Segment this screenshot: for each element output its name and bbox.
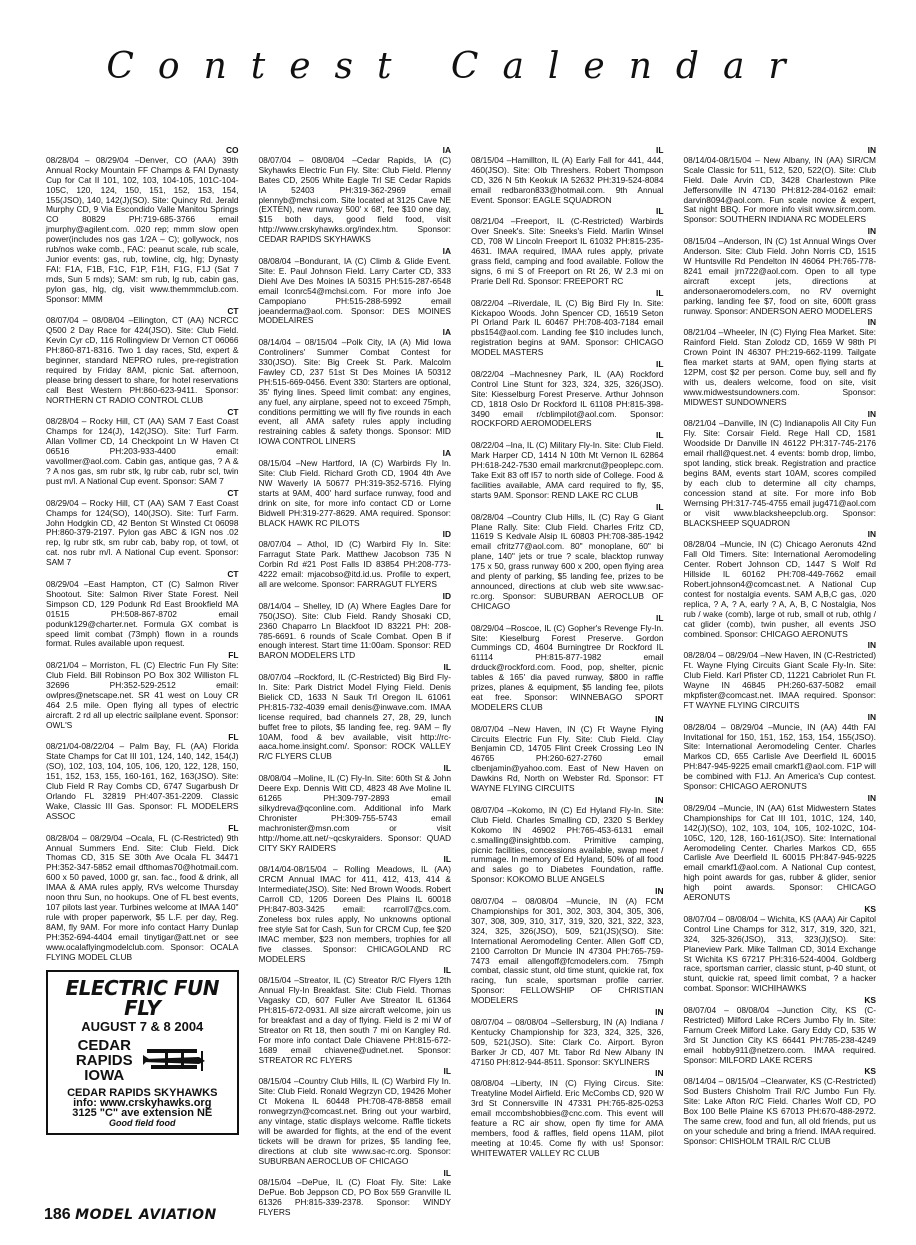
contest-entry: 08/29/04 –Muncie, IN (AA) 61st Midwestern States Championships for Cat III 101, 101C, 124, 140, 142(J)(SO), 102, 103, 104, 105, 102-102C, 104-105C, 120, 128, 160-161(JSO). Site: International Aeromodeling Center. Charles Markos CD, 655 Carlisle Ave Deerfield IL 60015 PH:847-945-9225 email cmarkf1@aol.com. A National Cup contest, high point awards for gas, rubber & glider, senior high point awards. Sponsor: CHICAGO AERONUTS bbox=[683, 802, 876, 903]
state-heading: FL bbox=[228, 822, 239, 833]
contest-entry: 08/21/04-08/22/04 – Palm Bay, FL (AA) Florida State Champs for Cat III 101, 124, 140, 142, 154(J)(SO), 102, 103, 104, 105, 106, 120, 122, 128, 150, 151, 152, 153, 155, 160-161, 162, 163(JSO). Site: Club Field R Ray Combs CD, 6747 Sugarbush Dr Orlando FL 32819 PH:407-351-2209. Classic Wake, Classic III Gas. Sponsor: FL MODELERS ASSOC bbox=[46, 741, 239, 821]
column-1 bbox=[46, 146, 239, 1181]
contest-entry: 08/07/04 – 08/08/04 – Wichita, KS (AAA) Air Capitol Control Line Champs for 312, 317, 319, 320, 321, 324, 325-326(JSO), 313, 323(J)(SO). Site: Planeview Park. Mike Tallman CD, 3014 Exchange St Wichita KS 67217 PH:316-524-4004. Goldberg race, sportsman carrier, classic stunt, p-40 stunt, ot stunt, quickie rat, speed limit combat, ? a hacker combat. Sponsor: WICHIHAWKS bbox=[683, 913, 876, 994]
contest-entry: 08/28/04 – 08/29/04 –Muncie, IN (AA) 44th FAI Invitational for 150, 151, 152, 153, 154, 155(JSO). Site: International Aeromodeling Center. Charles Markos CD, 655 Carlisle Ave Deerfield IL 60015 PH:847-945-9225 email cmarkf1@aol.com. F1P will be combined with F1J. An America's Cup contest. Sponsor: CHICAGO AERONUTS bbox=[683, 721, 876, 792]
state-heading: IN bbox=[867, 317, 876, 328]
state-heading: IL bbox=[443, 854, 451, 865]
state-heading: IN bbox=[867, 793, 876, 803]
contest-entry: 08/07/04 – 08/08/04 –Muncie, IN (A) FCM Championships for 301, 302, 303, 304, 305, 306, 307, 308, 309, 310, 317, 319, 320, 321, 322, 323, 324, 325, 326(JSO), 509, 521(JS)(SO). Site: International Aeromodeling Center. Allen Goff CD, 2100 Carrolton Dr Muncie IN 47304 PH:765-759-7473 email allengoff@fcmodelers.com. 75mph combat, classic stunt, old time stunt, quickie rat, fox racing, fun scale, sportsman profile carrier. Sponsor: FELLOWSHIP OF CHRISTIAN MODELERS bbox=[471, 896, 664, 1006]
state-heading: IN bbox=[655, 795, 664, 805]
contest-entry: 08/07/04 – Athol, ID (C) Warbird Fly In. Site: Farragut State Park. Matthew Jacobson 735 N Corbin Rd #21 Post Falls ID 83854 PH:208-773-4222 email: mjacobso@itd.id.us. Profile to expert, all are welcome. Sponsor: FARRAGUT FLYERS bbox=[258, 539, 451, 589]
contest-entry: 08/15/04 –DePue, IL (C) Float Fly. Site: Lake DePue. Bob Jeppson CD, PO Box 559 Granville IL 61326 PH:815-339-2378. Sponsor: WINDY FLYERS bbox=[258, 1177, 451, 1218]
state-heading: ID bbox=[442, 529, 451, 540]
state-heading: CT bbox=[227, 569, 239, 580]
column-3 bbox=[471, 146, 664, 1181]
state-heading: IL bbox=[656, 612, 664, 623]
state-heading: IN bbox=[655, 886, 664, 897]
contest-entry: 08/28/04 –Country Club Hills, IL (C) Ray G Giant Plane Rally. Site: Club Field. Charles Fritz CD, 11619 S Kedvale Alsip IL 60803 PH:708-385-1942 email cfritz77@aol.com. 80" monoplane, 60" bi plane, 140" jets or true ? scale, blacktop runway 175 x 50, grass runway 600 x 200, open flying area and plenty of parking, $5 landing fee, prizes to be announced, directions at club web site www.sac-rc.org. Sponsor: SUBURBAN AEROCLUB OF CHICAGO bbox=[471, 511, 664, 611]
biplane-icon bbox=[139, 1041, 209, 1081]
contest-entry: 08/28/04 – 08/29/04 –New Haven, IN (C-Restricted) Ft. Wayne Flying Circuits Giant Scale Fly-In. Site: Club Field. Karl Pfister CD, 11221 Cabriolet Run Ft. Wayne IN 46845 PH:260-637-5082 email mkpfister@comcast.net. IMAA required. Sponsor: FT WAYNE FLYING CIRCUITS bbox=[683, 650, 876, 710]
ad-date: AUGUST 7 & 8 2004 bbox=[81, 1019, 204, 1035]
ad-food: Good field food bbox=[109, 1118, 176, 1129]
contest-entry: 08/28/04 –Muncie, IN (C) Chicago Aeronuts 42nd Fall Old Timers. Site: International Aeromodeling Center. Robert Johnson CD, 1447 S Wolf Rd Hillside IL 60162 PH:708-449-7662 email Robert.johnson4@comcast.net. A National Cup contest for nostalgia events. SAM A,B,C gas, .020 replica, ? A, ? A, early ? A, A, B, C Nostalgia, Nos rub / wake (comb), large ot rub, small ot rub, othlg / cat glider (comb), twin pusher, all events JSO combined. Sponsor: CHICAGO AERONUTS bbox=[683, 539, 876, 639]
state-heading: IN bbox=[867, 408, 876, 419]
contest-entry: 08/07/04 – 08/08/04 –Sellersburg, IN (A) Indiana / Kentucky Championship for 323, 324, 325, 326, 509, 521(JSO). Site: Clark Co. Airport. Byron Barker Jr CD, 407 Mt. Tabor Rd New Albany IN 47150 PH:812-944-8511. Sponsor: SKYLINERS bbox=[471, 1016, 664, 1067]
state-heading: CT bbox=[227, 487, 239, 498]
contest-entry: 08/07/04 – 08/08/04 –Cedar Rapids, IA (C) Skyhawks Electric Fun Fly. Site: Club Field. Plenny Bates CD, 2505 White Eagle Trl SE Cedar Rapids IA 52403 PH:319-362-2969 email plennyb@mchsi.com. Site located at 3125 Cave NE (EXTEN), new runway 500' x 68', fee $10 one day, $15 both days, good field food, visit http://www.crskyhawks.org/index.htm. Sponsor: CEDAR RAPIDS SKYHAWKS bbox=[258, 154, 451, 245]
contest-entry: 08/14/04 – 08/15/04 –Clearwater, KS (C-Restricted) Sod Busters Chisholm Trail R/C Jumbo Fun Fly. Site: Lake Afton R/C Field. Charles Wolf CD, PO Box 100 Belle Plaine KS 67013 PH:670-488-2972. The same crew, food and fun, all old friends, put us on your schedule and bring a friend. IMAA required. Sponsor: CHISHOLM TRAIL R/C CLUB bbox=[683, 1076, 876, 1146]
state-heading: IL bbox=[443, 1167, 451, 1178]
contest-entry: 08/14/04-08/15/04 – New Albany, IN (AA) SIR/CM Scale Classic for 511, 512, 520, 522(O). Site: Club Field. Dale Arvin CD, 3428 Charlestown Pike Jeffersonville IN 47130 PH:812-284-0162 email: darvin8094@aol.com. Fun scale novice & expert, Sat night BBQ. For more info visit www.sircm.com. Sponsor: SOUTHERN INDIANA RC MODELERS bbox=[683, 154, 876, 225]
state-heading: IL bbox=[656, 206, 664, 217]
state-heading: KS bbox=[864, 903, 876, 914]
contest-entry: 08/21/04 – Morriston, FL (C) Electric Fun Fly Site: Club Field. Bill Robinson PO Box 302 Williston FL 32696 PH:352-529-2512 email: owlpres@netscape.net. SR 41 west on Louy CR 464 2.5 mile. Open flying all types of electric aircraft. 2 rd all up electric sailplane event. Sponsor: OWL'S bbox=[46, 660, 239, 730]
state-heading: IN bbox=[867, 640, 876, 651]
contest-entry: 08/21/04 –Wheeler, IN (C) Flying Flea Market. Site: Rainford Field. Stan Zolodz CD, 1659 W 98th Pl Crown Point IN 46307 PH:219-662-1199. Tailgate flea market starts at 9AM, open flying starts at 12PM, cost $2 per person. Come buy, sell and fly with us, dealers welcome, food on site, visit www.midwestsundowners.com. Sponsor: MIDWEST SUNDOWNERS bbox=[683, 327, 876, 407]
state-heading: FL bbox=[228, 650, 239, 661]
state-heading: ID bbox=[442, 590, 451, 601]
contest-entry: 08/07/04 –Kokomo, IN (C) Ed Hyland Fly-In. Site: Club Field. Charles Smalling CD, 2320 S Berkley Kokomo IN 46902 PH:765-453-6131 email c.smalling@insightbb.com. Primitive camping, picnic facilities, concessions available, swap meet / rummage. In memory of Ed Hyland, 50% of all food and sales go to Diabetes Foundation, raffle. Sponsor: KOKOMO BLUE ANGELS bbox=[471, 804, 664, 885]
contest-entry: 08/29/04 – Rocky Hill, CT (AA) SAM 7 East Coast Champs for 124(SO), 140(JSO). Site: Turf Farm. John Hodgkin CD, 42 Benton St Winsted Ct 06098 PH:860-379-2197. Pylon gas ABC & IGN nos .02 rep, lg rubr stk, sm rubr cab, baby rop, ot towl, ot cat. nos rubr m/l. A National Cup event. Sponsor: SAM 7 bbox=[46, 497, 239, 568]
state-heading: IL bbox=[656, 287, 664, 298]
state-heading: CO bbox=[225, 145, 239, 155]
contest-entry: 08/22/04 –Riverdale, IL (C) Big Bird Fly In. Site: Kickapoo Woods. John Spencer CD, 16519 Seton Pl Orland Park IL 60467 PH:708-403-7184 email pbs154@aol.com. Landing fee $10 includes lunch, registration begins at 9AM. Sponsor: CHICAGO MODEL MASTERS bbox=[471, 297, 664, 358]
state-heading: KS bbox=[864, 1066, 876, 1077]
state-heading: CT bbox=[227, 406, 239, 417]
page-footer bbox=[44, 1206, 217, 1224]
contest-entry: 08/08/04 –Bondurant, IA (C) Climb & Glide Event. Site: E. Paul Johnson Field. Larry Carter CD, 333 Diehl Ave Des Moines IA 50315 PH:515-287-6548 email lconrc54@mchsi.com. For more info Joe Campopiano PH:515-288-5992 email joeanderma@aol.com. Sponsor: DES MOINES MODELAIRES bbox=[258, 255, 451, 326]
contest-entry: 08/28/04 – 08/29/04 –Denver, CO (AAA) 39th Annual Rocky Mountain FF Champs & FAI Dynasty Cup for Cat II 101, 102, 103, 104-105, 101C-104-105C, 120, 124, 150, 151, 152, 153, 154, 155(JSO), 140, 142(J)(SO). Site: Quincy Rd. Jerald Murphy CD, 9 Via Escondido Valle Manitou Springs CO 80829 PH:719-685-3766 email jmurphy@agilent.com. .020 rep; mmm slow open power(includes nos gas 1/2A – C); gollywock, nos rub/nos wake comb., FAC: peanut scale, rub scale, Junior events: gas, rub, towline, clg, hlg; Dynasty FAI: F1A, F1B, F1C, F1P, F1H, F1G, F1J (Sat 7 rnds, Sun 5 rnds); SAM: sm rub, lg rub, cabin gas, pylon gas, hlg, clg, visit www.themmmclub.com. Sponsor: MMM bbox=[46, 154, 239, 304]
contest-entry: 08/22/04 –Machnesney Park, IL (AA) Rockford Control Line Stunt for 323, 324, 325, 326(JSO). Site: Kiesselburg Forest Preserve. Arthur Johnson CD, 1818 Oslo Dr Rockford IL 61108 PH:815-398-3490 email r/cblimpilot@aol.com. Sponsor: ROCKFORD AEROMODELERS bbox=[471, 368, 664, 429]
ad-address: 3125 "C" ave extension NE bbox=[72, 1107, 213, 1120]
state-heading: IN bbox=[655, 713, 664, 724]
state-heading: IA bbox=[442, 448, 451, 459]
state-heading: IL bbox=[443, 763, 451, 774]
contest-entry: 08/15/04 –Streator, IL (C) Streator R/C Flyers 12th Annual Fly-In Breakfast. Site: Club Field. Thomas Vagasky CD, 607 Fuller Ave Streator IL 61364 PH:815-672-0931. All size aircraft welcome, join us for breakfast and a day of flying. Field is 2 mi W of Streator on Rt 18, then south 7 mi on Kangley Rd. For more info contact Dale Chiavene PH:815-672-1689 email chiavene@udnet.net. Sponsor: STREATOR RC FLYERS bbox=[258, 975, 451, 1065]
ad-middle bbox=[52, 1038, 233, 1083]
page-number: 186 bbox=[44, 1206, 71, 1223]
contest-entry: 08/21/04 –Freeport, IL (C-Restricted) Warbirds Over Sneek's. Site: Sneeks's Field. Marlin Winsel CD, 708 W Lincoln Freeport IL 61032 PH:815-235-4631. IMAA required, IMAA rules apply, private grass field, camping and food available. Follow the signs, 6 mi S of Freeport on Rt 26, W 2.3 mi on Prarie Dell Rd. Sponsor: FREEPORT RC bbox=[471, 216, 664, 286]
contest-entry: 08/14/04-08/15/04 – Rolling Meadows, IL (AA) CRCM Annual IMAC for 411, 412, 413, 414 & Intermediate(JSO). Site: Ned Brown Woods. Robert Carroll CD, 1205 Doreen Des Plains IL 60018 PH:847-803-3425 email: rcarroll7@cs.com. Zoneless box rules apply, No unknowns optional free style Sat for Cash, Sun for CRCM Cup, fee $20 IMAC member, $23 non members, trophies for all five classes. Sponsor: CHICAGOLAND RC MODELERS bbox=[258, 864, 451, 964]
contest-entry: 08/07/04 – 08/08/04 –Junction City, KS (C-Restricted) Milford Lake RCers Jumbo Fly In. Site: Farnum Creek Milford Lake. Gary Eddy CD, 535 W 3rd St Junction City KS 66441 PH:785-238-4249 email hobby911@netzero.com. IMAA required. Sponsor: MILFORD LAKE RCERS bbox=[683, 1005, 876, 1065]
contest-entry: 08/22/04 –Ina, IL (C) Military Fly-In. Site: Club Field. Mark Harper CD, 1414 N 10th Mt Vernon IL 62864 PH:618-242-7530 email markrcnut@peoplepc.com. Take Exit 83 off I57 to north side of College. Food & facilities available, AMA card required to fly, $5, starts 9AM. Sponsor: REND LAKE RC CLUB bbox=[471, 440, 664, 500]
contest-entry: 08/07/04 –Rockford, IL (C-Restricted) Big Bird Fly-In. Site: Park District Model Flying Field. Denis Bielick CD, 1633 N Sauk Trl Oregon IL 61061 PH:815-732-4039 email denis@inwave.com. IMAA license required, bad channels 27, 28, 29, lunch buffet free to pilots, $5 landing fee, reg. 9AM – fly 10AM, food & bev available, visit http://rc-aaca.home.insight.com/. Sponsor: ROCK VALLEY R/C FLYERS CLUB bbox=[258, 672, 451, 762]
state-heading: IL bbox=[656, 430, 664, 441]
contest-entry: 08/28/04 – Rocky Hill, CT (AA) SAM 7 East Coast Champs for 124(J), 142(JSO). Site: Turf Farm. Allan Vollmer CD, 14 Checkpoint Ln W Haven Ct 06516 PH:203-933-4400 email: vavollmer@aol.com. Cabin gas, antique gas, ? A & ? A nos gas, sm rubr stk, lg rubr cab, rubr scl, twin pust m/l. A National Cup event. Sponsor: SAM 7 bbox=[46, 416, 239, 486]
state-heading: IL bbox=[656, 145, 664, 155]
state-heading: IL bbox=[443, 662, 451, 673]
contest-entry: 08/14/04 – 08/15/04 –Polk City, IA (A) Mid Iowa Controliners' Summer Combat Contest for 330(JSO). Site: Big Creek St. Park. Malcolm Fawley CD, 237 51st St Des Moines IA 50312 PH:515-669-0456. Event 330: Starters are optional, 35' flying lines. Speed limit combat: any engines, any fuel, any airplane, speed not to exceed 75mph, conditions permitting we will fly five rounds in each event, all AMA safety rules apply including restraining cables & safety thongs. Sponsor: MID IOWA CONTROL LINERS bbox=[258, 337, 451, 447]
contest-entry: 08/07/04 –New Haven, IN (C) Ft Wayne Flying Circuits Electric Fun Fly. Site: Club Field. Clay Benjamin CD, 14705 Flint Creek Crossing Leo IN 46765 PH:260-627-2760 email clbenjamin@yahoo.com. East of New Haven on Dawkins Rd, North on Webster Rd. Sponsor: FT WAYNE FLYING CIRCUITS bbox=[471, 723, 664, 794]
contest-entry: 08/07/04 – 08/08/04 –Ellington, CT (AA) NCRCC Q500 2 Day Race for 424(JSO). Site: Club Field. Kevin Cyr cD, 116 Rollingview Dr Vernon CT 06066 PH:860-871-8316. Two 1 day races, Std, expert & beginner, standard NEPRO rules, pre-registration required by Friday 8AM, picnic Sat. afternoon, please bring dessert to share, for hotel reservations call Best Western PH:860-623-9411. Sponsor: NORTHERN CT RADIO CONTROL CLUB bbox=[46, 315, 239, 405]
contest-entry: 08/15/04 –Anderson, IN (C) 1st Annual Wings Over Anderson. Site: Club Field. John Norris CD, 1515 W Huntsville Rd Pendelton IN 46064 PH:765-778-8241 email jrn722@aol.com. Open to all type aircraft except jets, directions at andersonaeromodelers.com, no RV overnight parking, landing fee $7, food on site, 600ft grass runway. Sponsor: ANDERSON AERO MODELERS bbox=[683, 236, 876, 316]
page-title: Contest Calendar bbox=[106, 46, 810, 87]
contest-entry: 08/21/04 –Danville, IN (C) Indianapolis All City Fun Fly. Site: Corsair Field. Rege Hall CD, 1581 Woodside Dr Danville IN 46122 PH:317-745-2176 email rhall@quest.net. 4 events: bomb drop, limbo, spot landing, stick break. Registration and practice begins 8AM, events start 10AM, scores compiled by each club to determine all city champs, concession stand at site. For more info Bob Wernsing PH:317-745-4755 email jug471@aol.com or visit www.blacksheepclub.org. Sponsor: BLACKSHEEP SQUADRON bbox=[683, 418, 876, 528]
state-heading: IL bbox=[443, 965, 451, 976]
state-heading: IL bbox=[656, 501, 664, 512]
magazine-name: MODEL AVIATION bbox=[75, 1207, 217, 1223]
ad-city bbox=[76, 1038, 133, 1083]
contest-entry: 08/29/04 –Roscoe, IL (C) Gopher's Revenge Fly-In. Site: Kieselburg Forest Preserve. Gordon Cummings CD, 4604 Burningtree Dr Rockford IL 61114 PH:815-877-1982 email drduck@rockford.com. Food, pop, shelter, picnic tables & 165' dia paved runway, $800 in raffle prizes, planes & equipment, $5 landing fee, pilots eat free. Sponsor: WINNEBAGO SPORT MODELERS CLUB bbox=[471, 622, 664, 712]
contest-entry: 08/08/04 –Moline, IL (C) Fly-In. Site: 60th St & John Deere Exp. Dennis Witt CD, 4823 48 Ave Moline IL 61265 PH:309-797-2893 email silkydreva@qconline.com. Additional info Mark Chronister PH:309-755-5743 email machronister@msn.com or visit http://home.att.net/~qcskyraiders. Sponsor: QUAD CITY SKY RAIDERS bbox=[258, 773, 451, 853]
ad-city-line: IOWA bbox=[84, 1067, 125, 1085]
ad-city-line: CEDAR bbox=[77, 1037, 131, 1055]
contest-entry: 08/15/04 –Country Club Hills, IL (C) Warbird Fly In. Site: Club Field. Ronald Wegrzyn CD, 19426 Moher Ct Mokena IL 60448 PH:708-478-8858 email ronwegrzyn@comcast.net. Bring out your warbird, any vintage, static displays welcome. Raffle tickets will be awarded for flights, at the end of the event tickets will be drawn for prizes, $5 landing fee, directions at club site www.sac-rc.org. Sponsor: SUBURBAN AEROCLUB OF CHICAGO bbox=[258, 1076, 451, 1166]
state-heading: CT bbox=[227, 305, 239, 316]
state-heading: IN bbox=[867, 529, 876, 540]
state-heading: IA bbox=[442, 246, 451, 257]
ad-website: info: www.crskyhawks.org bbox=[73, 1097, 212, 1110]
state-heading: IL bbox=[656, 359, 664, 370]
state-heading: IA bbox=[442, 327, 451, 338]
state-heading: IA bbox=[442, 145, 451, 155]
state-heading: IN bbox=[655, 1068, 664, 1079]
contest-entry: 08/08/04 –Liberty, IN (C) Flying Circus. Site: Treatyline Model Airfield. Eric McCombs CD, 920 W 3rd St Connersville IN 47331 PH:765-825-0253 email mccombshobbies@cnc.com. This event will feature a RC air show, open fly time for AMA members, food & raffles, field opens 11AM, pilot meeting at 10:45. Come fly with us! Sponsor: WHITEWATER VALLEY RC CLUB bbox=[471, 1078, 664, 1158]
state-heading: IL bbox=[443, 1066, 451, 1077]
contest-entry: 08/28/04 – 08/29/04 –Ocala, FL (C-Restricted) 9th Annual Summers End. Site: Club Field. Dick Thomas CD, 315 SE 30th Ave Ocala FL 34471 PH:352-347-5852 email dfthomas70@hotmail.com. 600 x 50 paved, 1000 gr, san. fac., food & drink, all IMAA & AMA rules apply, RVs welcome Thursday noon thru Sun, no hookups. One of FL best events, 107 pilots last year. Turbines welcome at IMAA 140" rule with proper paperwork, $5 L.F. per day, Reg. 8AM, fly 9AM. For more info contact Harry Dunlap PH:352-694-4404 email tinytigar@att.net or see www.ocalaflyingmodelclub.com. Sponsor: OCALA FLYING MODEL CLUB bbox=[46, 832, 239, 962]
state-heading: IN bbox=[867, 711, 876, 722]
contest-entry: 08/15/04 –New Hartford, IA (C) Warbirds Fly In. Site: Club Field. Richard Groth CD, 1904 4th Ave NW Waverly IA 50677 PH:319-352-5716. Flying starts at 9AM, 400' hard surface runway, food and drink on site, for more info contact CD or Lorne Bidwell PH:319-277-8629. AMA required. Sponsor: BLACK HAWK RC PILOTS bbox=[258, 458, 451, 528]
contest-entry: 08/14/04 – Shelley, ID (A) Where Eagles Dare for 750(JSO). Site: Club Field. Randy Shosaki CD, 2360 Chaparro Ln Blackfoot ID 83221 PH: 208-785-6691. 6 rounds of Scale Combat. Open B if enough interest. Start time 11:00am. Sponsor: RED BARON MODELERS LTD bbox=[258, 600, 451, 661]
column-4 bbox=[684, 146, 877, 1181]
ad-title: ELECTRIC FUN FLY bbox=[65, 976, 219, 1021]
ad-club: CEDAR RAPIDS SKYHAWKS bbox=[67, 1087, 218, 1100]
state-heading: IN bbox=[867, 145, 876, 155]
electric-fun-fly-ad bbox=[46, 970, 239, 1135]
ad-city-line: RAPIDS bbox=[75, 1052, 133, 1070]
contest-entry: 08/29/04 –East Hampton, CT (C) Salmon River Shootout. Site: Salmon River State Forest. Neil Simpson CD, 129 Podunk Rd East Brookfield MA 01515 PH:508-867-8702 email podunk129@charter.net. Formula GX combat is speed limit combat (73mph) flown in a rounds format. Rules available upon request. bbox=[46, 578, 239, 649]
column-2 bbox=[258, 145, 452, 1218]
state-heading: KS bbox=[864, 995, 876, 1006]
state-heading: IN bbox=[867, 226, 876, 237]
contest-entry: 08/15/04 –Hamillton, IL (A) Early Fall for 441, 444, 460(JSO). Site: Olb Threshers. Robert Thompson CD, 326 N 5th Keokuk IA 52632 PH:319-524-8084 email redbaron833@hotmail.com. 9th Annual Event. Sponsor: EAGLE SQUADRON bbox=[471, 154, 664, 205]
state-heading: IN bbox=[655, 1007, 664, 1018]
state-heading: FL bbox=[228, 731, 239, 742]
